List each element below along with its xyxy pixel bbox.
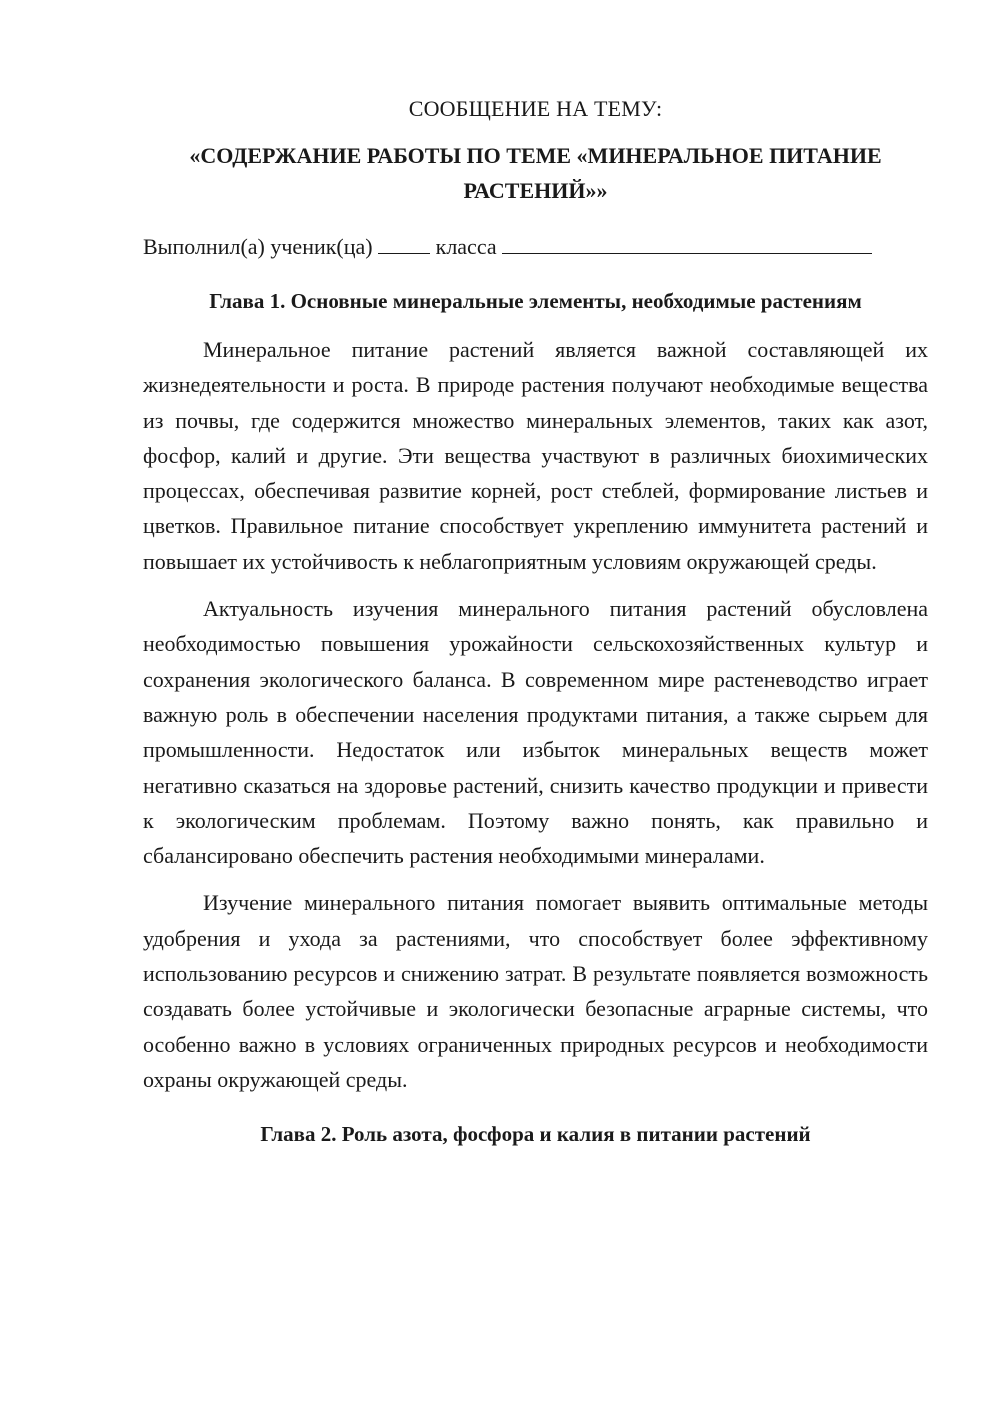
paragraph: Минеральное питание растений является важной составляющей их жизнедеятельности и роста. В природе растения получают необходимые вещества из почвы, где содержится множество минеральных элементов, таких как азот, фосфор, калий и другие. Эти вещества участвуют в различных биохимических процессах, обеспечивая развитие корней, рост стеблей, формирование листьев и цветков. Правильное питание способствует укреплению иммунитета растений и повышает их устойчивость к неблагоприятным условиям окружающей среды. — [143, 337, 928, 574]
class-number-blank — [378, 233, 430, 254]
document-type-heading: СООБЩЕНИЕ НА ТЕМУ: — [408, 96, 663, 121]
paragraph: Изучение минерального питания помогает выявить оптимальные методы удобрения и ухода за растениями, что способствует более эффективному использованию ресурсов и снижению затрат. В результате появляется возможность создавать более устойчивые и экологически безопасные аграрные системы, что особенно важно в условиях ограниченных природных ресурсов и необходимости охраны окружающей среды. — [143, 890, 928, 1092]
chapter-2-heading: Глава 2. Роль азота, фосфора и калия в питании растений — [260, 1122, 811, 1147]
performed-by-label: Выполнил(а) ученик(ца) — [143, 234, 373, 259]
page-content — [143, 92, 928, 1165]
author-byline — [143, 230, 928, 264]
chapter-1-heading: Глава 1. Основные минеральные элементы, необходимые растениям — [209, 289, 862, 313]
paragraph: Актуальность изучения минерального питания растений обусловлена необходимостью повышения урожайности сельскохозяйственных культур и сохранения экологического баланса. В современном мире растеневодство играет важную роль в обеспечении населения продуктами питания, а также сырьем для промышленности. Недостаток или избыток минеральных веществ может негативно сказаться на здоровье растений, снизить качество продукции и привести к экологическим проблемам. Поэтому важно понять, как правильно и сбалансировано обеспечить растения необходимыми минералами. — [143, 596, 928, 869]
student-name-blank — [502, 233, 872, 254]
document-title: «СОДЕРЖАНИЕ РАБОТЫ ПО ТЕМЕ «МИНЕРАЛЬНОЕ ПИТАНИЕ РАСТЕНИЙ»» — [189, 143, 882, 203]
class-label: класса — [435, 234, 497, 259]
